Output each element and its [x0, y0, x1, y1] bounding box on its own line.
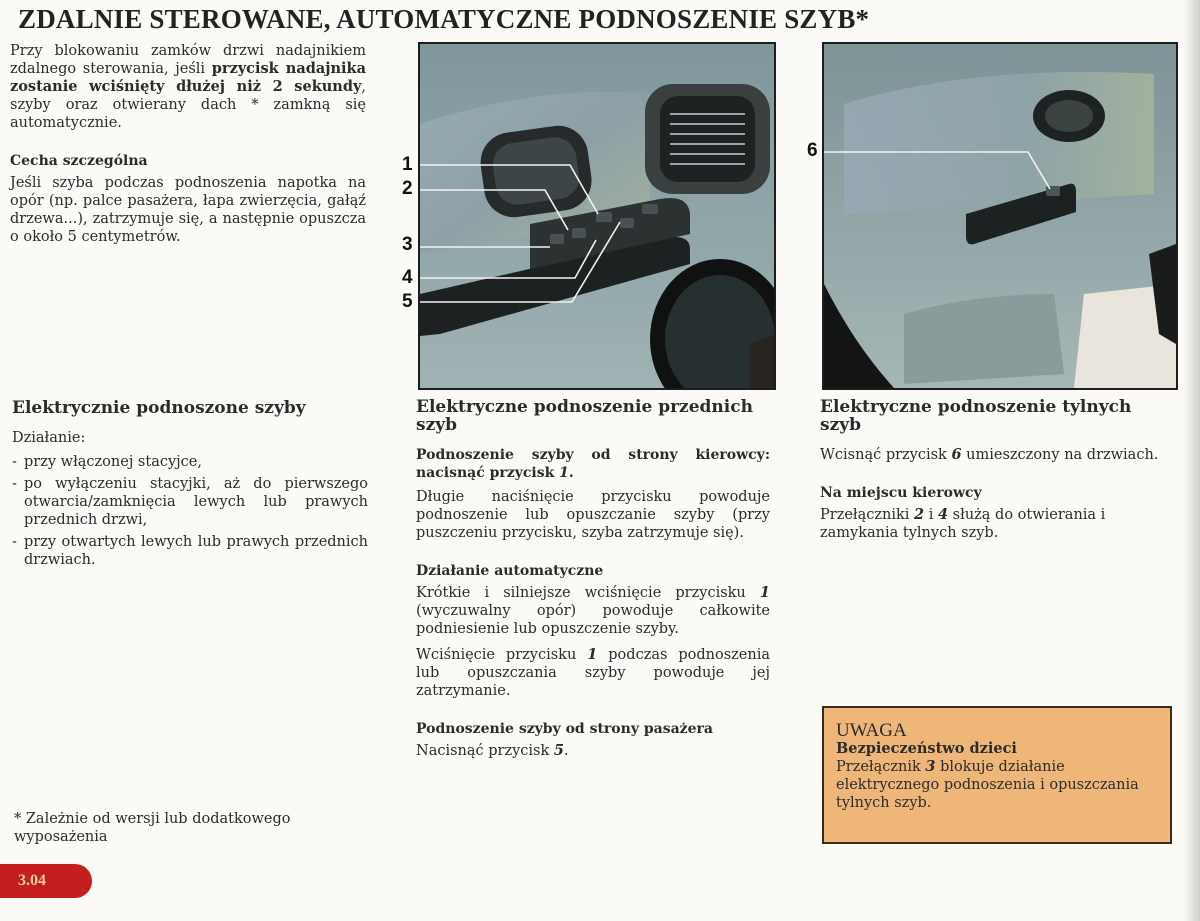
warning-box	[822, 706, 1172, 844]
page-title: ZDALNIE STEROWANE, AUTOMATYCZNE PODNOSZENIE SZYB*	[18, 4, 870, 34]
warning-text	[836, 758, 1158, 812]
right-column	[820, 398, 1172, 542]
callout-1: 1	[402, 154, 413, 175]
switches-mid: i	[924, 507, 938, 523]
electric-heading: Elektrycznie podnoszone szyby	[12, 398, 306, 418]
auto-heading: Działanie automatyczne	[416, 563, 604, 579]
footnote: * Zależnie od wersji lub dodatkowego wyposażenia	[14, 811, 291, 845]
operation-label: Działanie:	[12, 430, 86, 446]
middle-column	[416, 398, 770, 760]
list-item: - po wyłączeniu stacyjki, aż do pierwszego otwarcia/zamknięcia lewych lub prawych przednich drzwi,	[12, 475, 368, 529]
driver-seat-heading: Na miejscu kierowcy	[820, 485, 982, 501]
callout-2: 2	[402, 178, 413, 199]
switches-num-2: 4	[937, 506, 949, 523]
warning-num: 3	[925, 758, 936, 775]
driver-heading-num: 1	[559, 465, 569, 481]
feature-text: Jeśli szyba podczas podnoszenia napotka na opór (np. palce pasażera, łapa zwierzęcia, gałąź drzewa...), zatrzymuje się, a następnie opuszcza o około 5 centymetrów.	[10, 175, 366, 245]
passenger-text	[416, 742, 770, 760]
auto-text	[416, 584, 770, 638]
switches-text	[820, 506, 1172, 542]
intro-text-a: Przy blokowaniu zamków drzwi nadajnikiem zdalnego sterowania, jeśli	[10, 43, 366, 77]
callout-5: 5	[402, 291, 413, 312]
warning-text-b: blokuje działanie elektrycznego podnoszenia i opuszczania tylnych szyb.	[836, 759, 1139, 811]
warning-text-a: Przełącznik	[836, 759, 926, 775]
switches-text-b: służą do otwierania i zamykania tylnych szyb.	[820, 507, 1106, 541]
driver-text: Długie naciśnięcie przycisku powoduje podnoszenie lub opuszczanie szyby (przy puszczeniu przycisku, szyba zatrzymuje się).	[416, 489, 770, 541]
switches-num-1: 2	[914, 506, 925, 523]
warning-title: UWAGA	[836, 720, 907, 741]
auto-text-a: Krótkie i silniejsze wciśnięcie przycisku	[416, 585, 760, 601]
stop-text-a: Wciśnięcie przycisku	[416, 647, 588, 663]
intro-text-bold: przycisk nadajnika zostanie wciśnięty dłużej niż 2 sekundy	[10, 60, 366, 95]
intro-text-b: , szyby oraz otwierany dach * zamkną się automatycznie.	[10, 79, 366, 131]
press-text	[820, 446, 1172, 464]
driver-heading-text: Podnoszenie szyby od strony kierowcy: nacisnąć przycisk	[416, 447, 770, 481]
operation-list	[12, 453, 368, 569]
callout-6: 6	[807, 140, 818, 161]
auto-text-b: (wyczuwalny opór) powoduje całkowite podniesienie lub opuszczenie szyby.	[416, 603, 770, 637]
rear-door-photo	[822, 42, 1178, 390]
rear-door-illustration	[824, 44, 1176, 388]
passenger-heading: Podnoszenie szyby od strony pasażera	[416, 721, 713, 737]
list-item: - przy otwartych lewych lub prawych przednich drzwiach.	[12, 533, 368, 569]
stop-text-b: podczas podnoszenia lub opuszczania szyby powoduje jej zatrzymanie.	[416, 647, 770, 699]
driver-heading-end: .	[568, 465, 574, 481]
passenger-text-b: .	[563, 743, 569, 759]
press-num: 6	[951, 446, 962, 463]
list-item: - przy włączonej stacyjce,	[12, 453, 368, 471]
callout-4: 4	[402, 267, 413, 288]
passenger-num: 5	[553, 742, 564, 759]
page-edge-shadow	[1184, 0, 1200, 921]
press-text-a: Wcisnąć przycisk	[820, 447, 952, 463]
switches-text-a: Przełączniki	[820, 507, 915, 523]
page-number: 3.04	[18, 872, 46, 889]
auto-num: 1	[759, 584, 770, 601]
page-number-tab	[0, 864, 92, 898]
warning-subtitle: Bezpieczeństwo dzieci	[836, 740, 1017, 757]
intro-paragraph	[10, 42, 366, 132]
stop-text	[416, 646, 770, 700]
rear-windows-heading: Elektryczne podnoszenie tylnych szyb	[820, 397, 1132, 435]
callout-3: 3	[402, 234, 413, 255]
stop-num: 1	[587, 646, 598, 663]
feature-heading: Cecha szczególna	[10, 153, 148, 169]
press-text-b: umieszczony na drzwiach.	[961, 447, 1159, 463]
electric-section	[12, 399, 368, 573]
front-door-photo	[418, 42, 776, 390]
front-door-illustration	[420, 44, 774, 388]
passenger-text-a: Nacisnąć przycisk	[416, 743, 554, 759]
driver-heading	[416, 446, 770, 482]
front-windows-heading: Elektryczne podnoszenie przednich szyb	[416, 397, 753, 435]
left-column	[10, 42, 366, 246]
